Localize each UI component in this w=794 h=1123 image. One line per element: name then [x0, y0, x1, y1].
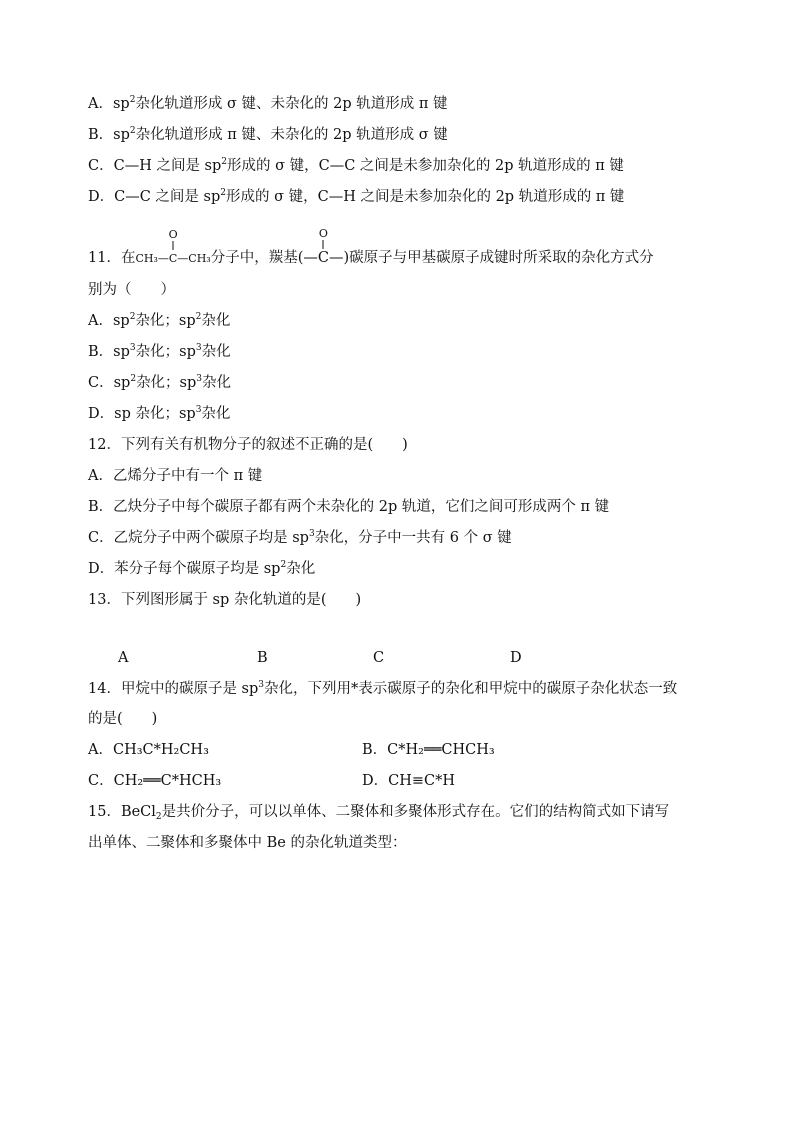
- q13-label-b: B: [257, 650, 268, 666]
- q10-option-d: D．C—C 之间是 $sp^2$形成的 σ 键，C—H 之间是未参加杂化的 2p 轨道形成的 π 键: [88, 188, 625, 205]
- q12-stem: 12．下列有关有机物分子的叙述不正确的是( ): [88, 437, 408, 453]
- q13-label-d: D: [510, 650, 522, 666]
- q15-stem-line2: 出单体、二聚体和多聚体中 Be 的杂化轨道类型：: [88, 835, 407, 851]
- q11-option-d: D．sp 杂化；$sp^3$杂化: [88, 405, 231, 422]
- q12-option-b: B．乙炔分子中每个碳原子都有两个未杂化的 2p 轨道，它们之间可形成两个 π 键: [88, 499, 610, 515]
- q14-stem-line2: 的是( ): [88, 711, 158, 727]
- carbonyl-group: O C: [317, 227, 329, 266]
- q12-option-c: C．乙烷分子中两个碳原子均是 $sp^3$杂化，分子中一共有 6 个 σ 键: [88, 529, 512, 546]
- q11-option-c: C．$sp^2$杂化；$sp^3$杂化: [88, 374, 232, 391]
- q11-option-b: B．$sp^3$杂化；$sp^3$杂化: [88, 343, 231, 360]
- q14-option-b: B．C*H₂══CHCH₃: [362, 742, 495, 758]
- q14-option-d: D．CH≡C*H: [362, 773, 456, 789]
- q12-option-a: A．乙烯分子中有一个 π 键: [88, 468, 263, 484]
- q13-stem: 13．下列图形属于 sp 杂化轨道的是( ): [88, 592, 362, 608]
- q10-option-c: C．C—H 之间是 $sp^2$形成的 σ 键，C—C 之间是未参加杂化的 2p 轨道形成的 π 键: [88, 157, 624, 174]
- q10-option-a: A．$sp^2$杂化轨道形成 σ 键、未杂化的 2p 轨道形成 π 键: [88, 95, 448, 112]
- q11-option-a: A．$sp^2$杂化；$sp^2$杂化: [88, 312, 231, 329]
- q13-label-a: A: [118, 650, 129, 666]
- q12-option-d: D．苯分子每个碳原子均是 $sp^2$杂化: [88, 560, 316, 577]
- q15-stem: 15．BeCl$_2$是共价分子，可以以单体、二聚体和多聚体形式存在。它们的结构简式如下请写: [88, 804, 670, 822]
- q13-label-c: C: [373, 650, 385, 666]
- q10-option-b: B．$sp^2$杂化轨道形成 π 键、未杂化的 2p 轨道形成 σ 键: [88, 126, 448, 143]
- q14-stem: 14．甲烷中的碳原子是 $sp^3$杂化，下列用*表示碳原子的杂化和甲烷中的碳原子杂化状态一致: [88, 680, 678, 697]
- q14-option-a: A．CH₃C*H₂CH₃: [88, 742, 209, 758]
- q11-stem: 11．在CH₃— O C—CH₃分子中，羰基(— O C—)碳原子与甲基碳原子成键时所采取的杂化方式分: [88, 227, 654, 266]
- acetone-formula: CH₃— O C—CH₃: [135, 228, 211, 265]
- q14-option-c: C．CH₂══C*HCH₃: [88, 773, 222, 789]
- q11-stem-line2: 别为（ ）: [88, 282, 175, 298]
